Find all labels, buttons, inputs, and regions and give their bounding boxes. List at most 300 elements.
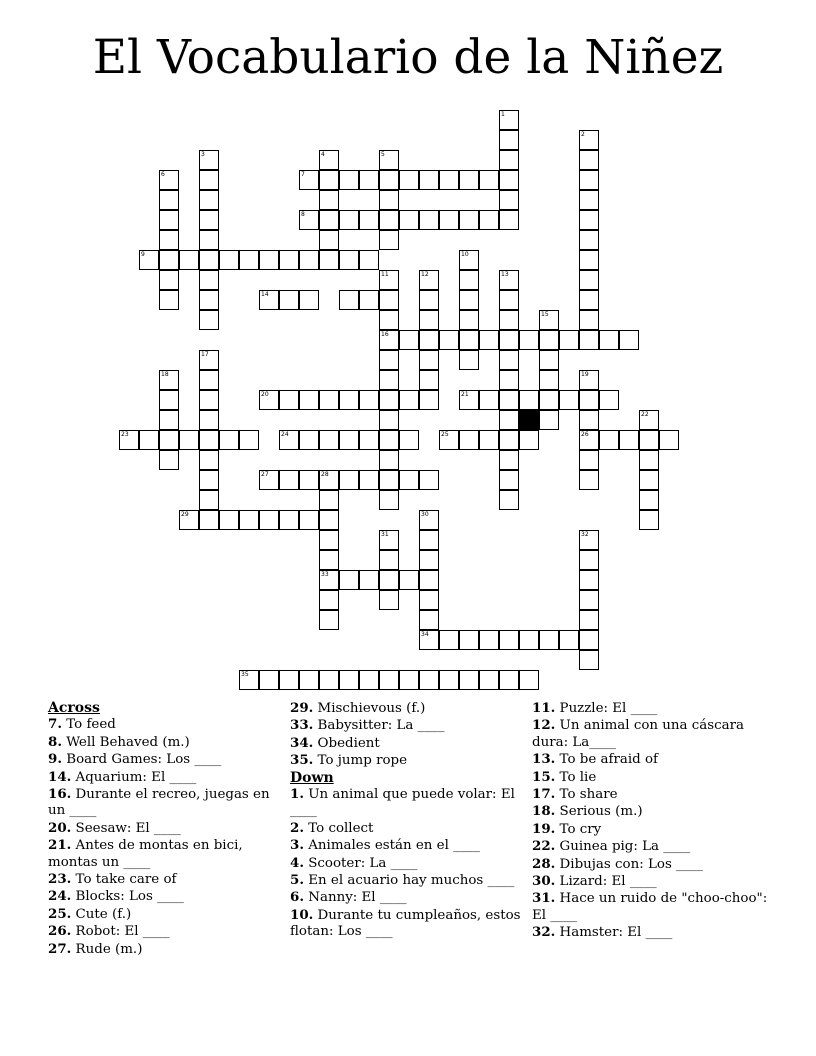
clue-item-text: Babysitter: La ____ (313, 718, 445, 734)
crossword-cell[interactable] (159, 250, 179, 270)
crossword-cell[interactable] (459, 670, 479, 690)
crossword-cell[interactable] (499, 110, 519, 130)
crossword-cell[interactable] (159, 370, 179, 390)
crossword-cell[interactable] (239, 510, 259, 530)
clue-item-number: 3. (290, 837, 304, 854)
crossword-cell[interactable] (559, 390, 579, 410)
crossword-cell[interactable] (359, 250, 379, 270)
crossword-cell[interactable] (199, 230, 219, 250)
crossword-cell[interactable] (439, 630, 459, 650)
crossword-cell[interactable] (559, 330, 579, 350)
crossword-cell[interactable] (359, 390, 379, 410)
crossword-cell[interactable] (579, 530, 599, 550)
crossword-cell[interactable] (159, 410, 179, 430)
crossword-cell[interactable] (159, 450, 179, 470)
clue-item-number: 21. (48, 837, 72, 854)
crossword-cell[interactable] (579, 130, 599, 150)
crossword-cell[interactable] (579, 450, 599, 470)
crossword-cell[interactable] (499, 310, 519, 330)
crossword-cell[interactable] (599, 390, 619, 410)
crossword-cell[interactable] (439, 670, 459, 690)
clue-item-number: 1. (290, 786, 304, 803)
crossword-cell[interactable] (579, 390, 599, 410)
crossword-cell[interactable] (159, 270, 179, 290)
crossword-cell[interactable] (159, 170, 179, 190)
clue-item-text: Nanny: El ____ (303, 890, 407, 906)
crossword-cell[interactable] (499, 330, 519, 350)
crossword-cell[interactable] (199, 310, 219, 330)
crossword-cell[interactable] (319, 170, 339, 190)
clue-item-text: To feed (61, 717, 116, 733)
crossword-cell[interactable] (379, 550, 399, 570)
crossword-cell[interactable] (499, 170, 519, 190)
crossword-cell[interactable] (579, 410, 599, 430)
crossword-cell[interactable] (539, 390, 559, 410)
crossword-cell[interactable] (479, 330, 499, 350)
crossword-cell[interactable] (399, 430, 419, 450)
crossword-cell[interactable] (259, 290, 279, 310)
crossword-cell[interactable] (579, 650, 599, 670)
crossword-cell[interactable] (639, 430, 659, 450)
crossword-cell[interactable] (399, 390, 419, 410)
crossword-cell[interactable] (279, 470, 299, 490)
crossword-cell[interactable] (219, 430, 239, 450)
crossword-cell[interactable] (499, 210, 519, 230)
crossword-cell[interactable] (499, 190, 519, 210)
crossword-cell[interactable] (259, 670, 279, 690)
crossword-cell[interactable] (579, 190, 599, 210)
crossword-cell[interactable] (379, 230, 399, 250)
crossword-cell[interactable] (499, 470, 519, 490)
crossword-cell[interactable] (459, 310, 479, 330)
crossword-cell[interactable] (499, 150, 519, 170)
crossword-cell[interactable] (379, 330, 399, 350)
crossword-cell[interactable] (439, 430, 459, 450)
crossword-cell[interactable] (359, 470, 379, 490)
crossword-cell[interactable] (359, 570, 379, 590)
crossword-cell[interactable] (579, 290, 599, 310)
crossword-cell[interactable] (379, 170, 399, 190)
crossword-cell[interactable] (219, 250, 239, 270)
clue-item (532, 786, 768, 803)
clue-item (290, 820, 526, 837)
clue-item (532, 751, 768, 768)
crossword-cell[interactable] (599, 330, 619, 350)
crossword-cell[interactable] (379, 490, 399, 510)
crossword-cell[interactable] (379, 670, 399, 690)
crossword-cell[interactable] (539, 350, 559, 370)
clue-number: 17 (201, 351, 209, 358)
crossword-cell[interactable] (639, 490, 659, 510)
crossword-cell[interactable] (579, 150, 599, 170)
crossword-cell[interactable] (539, 410, 559, 430)
crossword-cell[interactable] (359, 430, 379, 450)
crossword-cell[interactable] (579, 230, 599, 250)
crossword-cell[interactable] (579, 210, 599, 230)
clue-number: 29 (181, 511, 189, 518)
clue-item-number: 5. (290, 872, 304, 889)
crossword-cell[interactable] (139, 430, 159, 450)
crossword-cell[interactable] (379, 310, 399, 330)
crossword-cell[interactable] (579, 370, 599, 390)
clue-item-text: To cry (555, 821, 602, 837)
crossword-cell[interactable] (419, 290, 439, 310)
crossword-cell[interactable] (299, 430, 319, 450)
crossword-cell[interactable] (459, 170, 479, 190)
crossword-cell[interactable] (299, 170, 319, 190)
clue-item-number: 14. (48, 768, 72, 785)
crossword-cell[interactable] (259, 250, 279, 270)
crossword-cell[interactable] (419, 370, 439, 390)
crossword-cell[interactable] (259, 470, 279, 490)
clue-item-number: 13. (532, 751, 556, 768)
crossword-cell[interactable] (379, 390, 399, 410)
crossword-cell[interactable] (279, 390, 299, 410)
crossword-cell[interactable] (499, 350, 519, 370)
crossword-cell[interactable] (319, 190, 339, 210)
crossword-cell[interactable] (479, 630, 499, 650)
crossword-cell[interactable] (419, 670, 439, 690)
crossword-cell[interactable] (299, 510, 319, 530)
crossword-cell[interactable] (459, 270, 479, 290)
clue-item-text: Obedient (313, 735, 380, 751)
crossword-cell[interactable] (179, 430, 199, 450)
crossword-cell[interactable] (159, 190, 179, 210)
crossword-cell[interactable] (579, 430, 599, 450)
clue-item-text: To be afraid of (555, 752, 658, 768)
crossword-cell[interactable] (319, 430, 339, 450)
crossword-cell[interactable] (499, 270, 519, 290)
crossword-cell[interactable] (399, 170, 419, 190)
crossword-cell[interactable] (399, 210, 419, 230)
crossword-cell[interactable] (599, 430, 619, 450)
crossword-cell[interactable] (159, 230, 179, 250)
crossword-cell[interactable] (299, 470, 319, 490)
crossword-cell[interactable] (619, 330, 639, 350)
crossword-cell[interactable] (239, 250, 259, 270)
crossword-cell[interactable] (659, 430, 679, 450)
crossword-cell[interactable] (579, 590, 599, 610)
clue-item-number: 28. (532, 855, 556, 872)
crossword-cell[interactable] (199, 470, 219, 490)
crossword-cell[interactable] (139, 250, 159, 270)
crossword-cell[interactable] (319, 610, 339, 630)
crossword-cell[interactable] (319, 230, 339, 250)
crossword-cell[interactable] (519, 430, 539, 450)
crossword-cell[interactable] (579, 470, 599, 490)
clue-number: 16 (381, 331, 389, 338)
crossword-cell[interactable] (379, 410, 399, 430)
crossword-cell[interactable] (319, 530, 339, 550)
clue-number: 32 (581, 531, 589, 538)
clue-item-text: En el acuario hay muchos ____ (303, 873, 515, 889)
clue-item-text: Antes de montas en bici, montas un ____ (48, 838, 243, 870)
crossword-cell[interactable] (239, 430, 259, 450)
clue-item-number: 24. (48, 888, 72, 905)
crossword-cell[interactable] (559, 630, 579, 650)
crossword-cell[interactable] (119, 430, 139, 450)
crossword-cell[interactable] (299, 250, 319, 270)
crossword-cell[interactable] (499, 390, 519, 410)
crossword-cell[interactable] (519, 630, 539, 650)
crossword-cell[interactable] (379, 290, 399, 310)
crossword-cell[interactable] (239, 670, 259, 690)
crossword-cell[interactable] (359, 670, 379, 690)
crossword-cell[interactable] (319, 250, 339, 270)
clue-item-number: 35. (290, 752, 314, 769)
crossword-cell[interactable] (179, 250, 199, 270)
crossword-cell[interactable] (399, 570, 419, 590)
crossword-cell[interactable] (319, 510, 339, 530)
crossword-cell[interactable] (439, 330, 459, 350)
crossword-cell[interactable] (479, 210, 499, 230)
crossword-cell[interactable] (499, 430, 519, 450)
crossword-cell[interactable] (419, 510, 439, 530)
crossword-cell[interactable] (439, 170, 459, 190)
crossword-cell[interactable] (199, 150, 219, 170)
crossword-cell[interactable] (639, 510, 659, 530)
crossword-cell[interactable] (419, 390, 439, 410)
crossword-cell[interactable] (319, 210, 339, 230)
crossword-cell[interactable] (419, 350, 439, 370)
crossword-cell[interactable] (579, 310, 599, 330)
crossword-cell[interactable] (439, 210, 459, 230)
crossword-cell[interactable] (199, 430, 219, 450)
clue-number: 5 (381, 151, 385, 158)
clue-item-text: Lizard: El ____ (555, 874, 657, 890)
crossword-cell[interactable] (539, 330, 559, 350)
crossword-cell[interactable] (199, 450, 219, 470)
clue-number: 22 (641, 411, 649, 418)
crossword-cell[interactable] (179, 510, 199, 530)
crossword-cell[interactable] (419, 570, 439, 590)
clue-item-text: Un animal con una cáscara dura: La____ (532, 718, 744, 750)
crossword-cell[interactable] (379, 470, 399, 490)
clue-item (48, 769, 284, 786)
clue-item-number: 10. (290, 906, 314, 923)
crossword-cell[interactable] (199, 250, 219, 270)
crossword-cell[interactable] (259, 510, 279, 530)
crossword-cell[interactable] (159, 210, 179, 230)
crossword-cell[interactable] (459, 290, 479, 310)
crossword-cell[interactable] (199, 490, 219, 510)
crossword-cell[interactable] (519, 390, 539, 410)
crossword-cell[interactable] (379, 570, 399, 590)
crossword-cell[interactable] (379, 350, 399, 370)
crossword-cell[interactable] (299, 210, 319, 230)
crossword-cell[interactable] (579, 630, 599, 650)
crossword-cell[interactable] (399, 330, 419, 350)
crossword-cell[interactable] (579, 270, 599, 290)
crossword-cell[interactable] (639, 410, 659, 430)
crossword-cell[interactable] (199, 390, 219, 410)
crossword-cell[interactable] (159, 430, 179, 450)
crossword-cell[interactable] (579, 170, 599, 190)
crossword-cell[interactable] (459, 350, 479, 370)
clue-item-text: Robot: El ____ (71, 924, 170, 940)
crossword-cell[interactable] (279, 670, 299, 690)
clue-item-number: 2. (290, 819, 304, 836)
crossword-cell[interactable] (319, 670, 339, 690)
crossword-cell[interactable] (579, 610, 599, 630)
crossword-cell[interactable] (499, 130, 519, 150)
crossword-cell[interactable] (319, 150, 339, 170)
clue-item-number: 30. (532, 873, 556, 890)
crossword-cell[interactable] (339, 390, 359, 410)
crossword-cell[interactable] (419, 170, 439, 190)
crossword-cell[interactable] (199, 350, 219, 370)
crossword-cell[interactable] (319, 490, 339, 510)
crossword-cell[interactable] (479, 390, 499, 410)
crossword-cell[interactable] (199, 290, 219, 310)
crossword-cell[interactable] (199, 210, 219, 230)
crossword-cell[interactable] (199, 170, 219, 190)
clue-item (48, 820, 284, 837)
crossword-cell[interactable] (299, 670, 319, 690)
crossword-cell[interactable] (379, 150, 399, 170)
clue-item (290, 786, 526, 820)
crossword-cell[interactable] (419, 330, 439, 350)
crossword-cell[interactable] (519, 670, 539, 690)
clue-item-number: 11. (532, 700, 556, 716)
crossword-cell[interactable] (319, 590, 339, 610)
clue-item (48, 906, 284, 923)
crossword-cell[interactable] (379, 370, 399, 390)
crossword-cell[interactable] (579, 570, 599, 590)
crossword-cell[interactable] (339, 430, 359, 450)
crossword-cell[interactable] (259, 390, 279, 410)
crossword-cell[interactable] (299, 390, 319, 410)
crossword-cell[interactable] (419, 550, 439, 570)
clues-column-3 (532, 700, 768, 942)
crossword-cell[interactable] (339, 170, 359, 190)
crossword-cell[interactable] (199, 270, 219, 290)
clue-number: 26 (581, 431, 589, 438)
crossword-cell[interactable] (499, 450, 519, 470)
crossword-cell[interactable] (459, 210, 479, 230)
clue-item (290, 837, 526, 854)
clue-number: 9 (141, 251, 145, 258)
clue-item (48, 888, 284, 905)
crossword-cell[interactable] (359, 290, 379, 310)
crossword-cell[interactable] (199, 370, 219, 390)
crossword-cell[interactable] (339, 290, 359, 310)
crossword-cell[interactable] (579, 250, 599, 270)
clue-item-number: 32. (532, 924, 556, 941)
crossword-cell[interactable] (379, 530, 399, 550)
crossword-cell[interactable] (479, 430, 499, 450)
crossword-cell[interactable] (379, 210, 399, 230)
clue-item (290, 735, 526, 752)
crossword-cell[interactable] (459, 330, 479, 350)
crossword-cell[interactable] (299, 290, 319, 310)
crossword-cell[interactable] (419, 210, 439, 230)
crossword-cell[interactable] (579, 330, 599, 350)
crossword-cell[interactable] (479, 670, 499, 690)
crossword-cell[interactable] (279, 510, 299, 530)
crossword-cell[interactable] (339, 210, 359, 230)
crossword-cell[interactable] (539, 310, 559, 330)
crossword-cell[interactable] (379, 450, 399, 470)
crossword-cell[interactable] (339, 670, 359, 690)
crossword-cell[interactable] (359, 170, 379, 190)
crossword-cell[interactable] (419, 470, 439, 490)
crossword-cell[interactable] (499, 290, 519, 310)
crossword-cell[interactable] (499, 490, 519, 510)
clue-item-number: 12. (532, 717, 556, 734)
crossword-cell[interactable] (339, 570, 359, 590)
crossword-cell[interactable] (459, 250, 479, 270)
crossword-cell[interactable] (639, 450, 659, 470)
crossword-cell[interactable] (419, 530, 439, 550)
crossword-cell[interactable] (319, 570, 339, 590)
crossword-cell[interactable] (539, 370, 559, 390)
crossword-cell[interactable] (419, 310, 439, 330)
crossword-cell[interactable] (459, 390, 479, 410)
crossword-cell[interactable] (279, 290, 299, 310)
crossword-cell[interactable] (419, 630, 439, 650)
crossword-cell[interactable] (539, 630, 559, 650)
crossword-cell[interactable] (499, 370, 519, 390)
clue-item-text: To jump rope (313, 753, 408, 769)
crossword-cell[interactable] (339, 470, 359, 490)
crossword-cell[interactable] (459, 430, 479, 450)
crossword-cell[interactable] (199, 410, 219, 430)
clue-number: 15 (541, 311, 549, 318)
crossword-cell[interactable] (359, 210, 379, 230)
crossword-cell[interactable] (379, 430, 399, 450)
crossword-cell[interactable] (579, 550, 599, 570)
crossword-cell[interactable] (639, 470, 659, 490)
crossword-cell[interactable] (319, 390, 339, 410)
crossword-cell[interactable] (379, 190, 399, 210)
clue-number: 10 (461, 251, 469, 258)
clue-item-text: Cute (f.) (71, 906, 132, 922)
crossword-cell[interactable] (519, 330, 539, 350)
crossword-cell[interactable] (319, 470, 339, 490)
crossword-cell[interactable] (419, 590, 439, 610)
clue-number: 24 (281, 431, 289, 438)
clue-item (532, 717, 768, 751)
crossword-cell[interactable] (279, 430, 299, 450)
crossword-cell[interactable] (499, 630, 519, 650)
clue-item-number: 26. (48, 923, 72, 940)
crossword-cell[interactable] (199, 510, 219, 530)
crossword-cell[interactable] (379, 270, 399, 290)
crossword-cell[interactable] (499, 410, 519, 430)
crossword-cell[interactable] (379, 590, 399, 610)
crossword-cell[interactable] (419, 610, 439, 630)
clue-item-number: 27. (48, 940, 72, 957)
crossword-cell[interactable] (319, 550, 339, 570)
clue-item-text: Durante tu cumpleaños, estos flotan: Los ____ (290, 907, 521, 940)
crossword-cell[interactable] (219, 510, 239, 530)
crossword-cell[interactable] (159, 290, 179, 310)
clue-item-number: 6. (290, 889, 304, 906)
crossword-cell[interactable] (159, 390, 179, 410)
crossword-cell[interactable] (479, 170, 499, 190)
crossword-cell[interactable] (399, 470, 419, 490)
crossword-cell[interactable] (279, 250, 299, 270)
crossword-cell[interactable] (619, 430, 639, 450)
clue-number: 3 (201, 151, 205, 158)
crossword-cell[interactable] (339, 250, 359, 270)
crossword-cell[interactable] (419, 270, 439, 290)
crossword-cell[interactable] (459, 630, 479, 650)
crossword-cell[interactable] (399, 670, 419, 690)
crossword-cell[interactable] (499, 670, 519, 690)
crossword-cell[interactable] (199, 190, 219, 210)
